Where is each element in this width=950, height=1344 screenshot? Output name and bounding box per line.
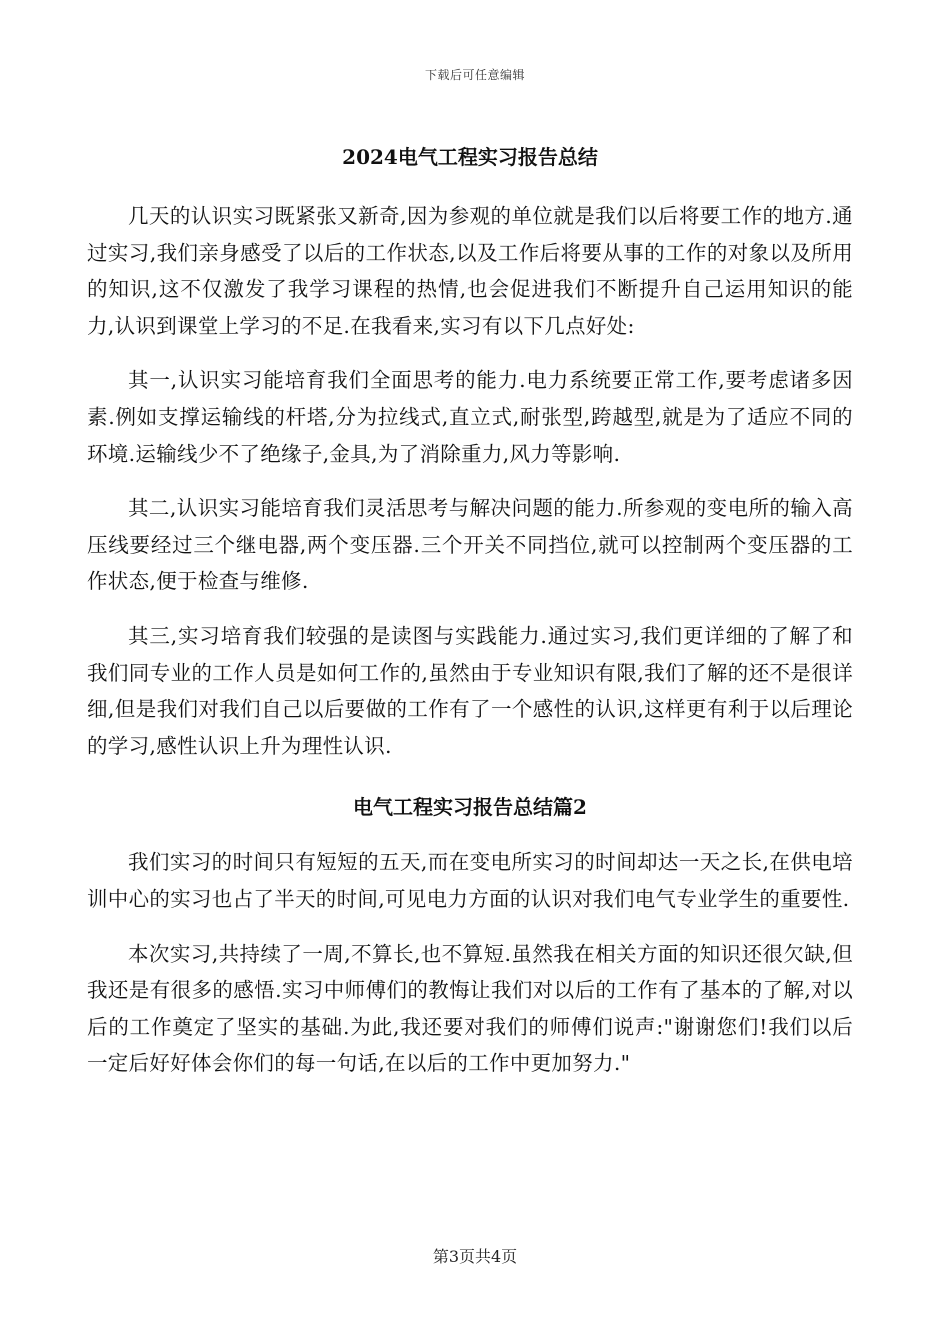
page-number: 第3页共4页 [432, 1247, 518, 1266]
document-title: 2024电气工程实习报告总结 [342, 145, 598, 169]
paragraph-intro: 几天的认识实习既紧张又新奇,因为参观的单位就是我们以后将要工作的地方.通过实习,我们亲身感受了以后的工作状态,以及工作后将要从事的工作的对象以及所用的知识,这不仅激发了我学习课程的热情,也会促进我们不断提升自己运用知识的能力,认识到课堂上学习的不足.在我看来,实习有以下几点好处: [87, 204, 853, 338]
header-note: 下载后可任意编辑 [424, 68, 525, 82]
paragraph-section2-2: 本次实习,共持续了一周,不算长,也不算短.虽然我在相关方面的知识还很欠缺,但我还是有很多的感悟.实习中师傅们的教悔让我们对以后的工作有了基本的了解,对以后的工作奠定了坚实的基础.为此,我还要对我们的师傅们说声:"谢谢您们!我们以后一定后好好体会你们的每一句话,在以后的工作中更加努力." [87, 941, 853, 1076]
paragraph-point-3: 其三,实习培育我们较强的是读图与实践能力.通过实习,我们更详细的了解了和我们同专业的工作人员是如何工作的,虽然由于专业知识有限,我们了解的还不是很详细,但是我们对我们自己以后要做的工作有了一个感性的认识,这样更有利于以后理论的学习,感性认识上升为理性认识. [87, 623, 853, 758]
section-title: 电气工程实习报告总结篇2 [353, 795, 587, 820]
paragraph-point-2: 其二,认识实习能培育我们灵活思考与解决问题的能力.所参观的变电所的输入高压线要经过三个继电器,两个变压器.三个开关不同挡位,就可以控制两个变压器的工作状态,便于检查与维修. [87, 496, 853, 594]
paragraph-section2-1: 我们实习的时间只有短短的五天,而在变电所实习的时间却达一天之长,在供电培训中心的实习也占了半天的时间,可见电力方面的认识对我们电气专业学生的重要性. [87, 850, 853, 911]
document-body [87, 140, 853, 1100]
paragraph-point-1: 其一,认识实习能培育我们全面思考的能力.电力系统要正常工作,要考虑诸多因素.例如支撑运输线的杆塔,分为拉线式,直立式,耐张型,跨越型,就是为了适应不同的环境.运输线少不了绝缘子,金具,为了消除重力,风力等影响. [87, 368, 853, 466]
